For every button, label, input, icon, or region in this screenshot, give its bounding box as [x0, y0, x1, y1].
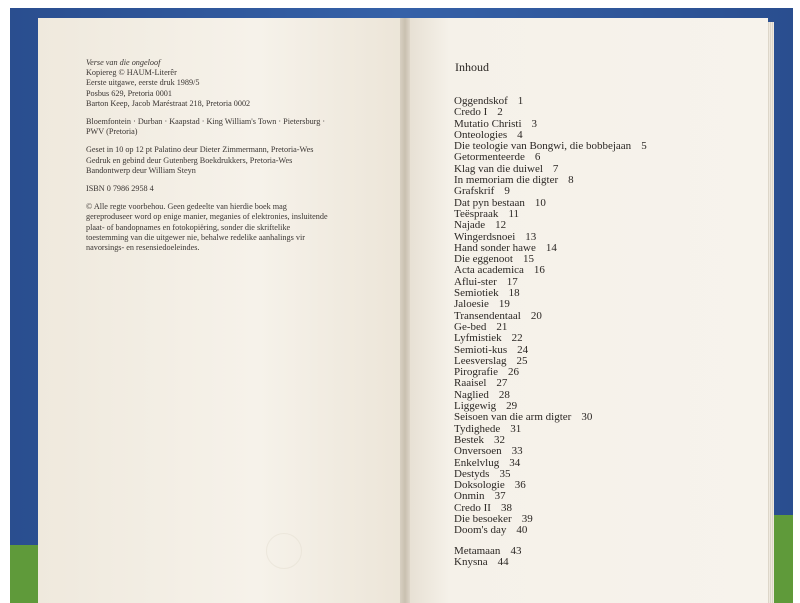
toc-entry-page: 33 — [511, 445, 523, 458]
toc-entry-title: Acta academica — [454, 264, 524, 277]
toc-entry-page: 3 — [531, 117, 538, 130]
toc-entry-title: Liggewig — [454, 400, 497, 413]
address-line: Barton Keep, Jacob Maréstraat 218, Pretoria 0002 — [86, 98, 251, 108]
toc-entry-title: Wingerdsnoei — [454, 230, 516, 243]
toc-entry-page: 17 — [506, 275, 518, 288]
toc-entry-page: 15 — [522, 253, 534, 266]
toc-entry-title: Lyfmistiek — [454, 332, 502, 345]
toc-entry-title: Leesverslag — [454, 354, 507, 367]
toc-entry-page: 26 — [507, 366, 519, 379]
cover-design-line: Bandontwerp deur William Steyn — [86, 165, 196, 175]
copyright-block — [86, 58, 386, 253]
toc-entry-title: Doksologie — [454, 479, 505, 492]
toc-entry-page: 9 — [504, 185, 510, 198]
toc-entry-page: 40 — [516, 524, 528, 537]
toc-entry-title: Mutatio Christi — [454, 117, 522, 130]
toc-entry — [454, 390, 754, 401]
toc-entry-title: Tydighede — [454, 422, 501, 435]
toc-entry-title: Transendentaal — [454, 309, 521, 322]
toc-entry-title: Destyds — [454, 467, 490, 480]
toc-entry-page: 6 — [534, 151, 541, 164]
toc-entry-page: 1 — [517, 95, 524, 107]
toc-entry-title: Ge-bed — [454, 320, 487, 333]
toc-entry-page: 25 — [516, 354, 528, 367]
toc-entry-page: 35 — [499, 467, 511, 480]
toc-entry-page: 8 — [568, 174, 574, 187]
book-title-line: Verse van die ongeloof — [86, 58, 161, 67]
table-of-contents — [454, 96, 754, 568]
toc-entry-page: 36 — [514, 479, 526, 492]
toc-entry-page: 5 — [641, 140, 647, 153]
toc-entry-title: Klag van die duiwel — [454, 162, 543, 175]
postbox-line: Posbus 629, Pretoria 0001 — [86, 88, 172, 98]
toc-entry-title: Die besoeker — [454, 512, 512, 525]
toc-entry-title: Hand sonder hawe — [454, 241, 536, 254]
toc-entry-page: 28 — [498, 388, 510, 401]
toc-entry-page: 24 — [517, 343, 529, 356]
rights-line: navorsings- en resensiedoeleindes. — [86, 243, 200, 253]
toc-entry-title: Semiotiek — [454, 287, 499, 300]
rights-line: plaat- of bandopnames en fotokopiëring, sonder die skriftelike — [86, 222, 291, 232]
toc-entry — [454, 265, 754, 276]
cities-line: PWV (Pretoria) — [86, 127, 138, 137]
toc-entry-page: 31 — [510, 422, 522, 435]
toc-entry-page: 11 — [508, 207, 520, 220]
toc-entry-page: 7 — [552, 162, 559, 175]
toc-entry-title: Teëspraak — [454, 207, 499, 220]
toc-entry-title: Dat pyn bestaan — [454, 196, 525, 209]
toc-entry-title: Aflui-ster — [454, 275, 497, 288]
toc-entry-page: 19 — [498, 298, 510, 311]
toc-entry-page: 27 — [496, 377, 508, 390]
toc-entry-page: 21 — [496, 320, 508, 333]
toc-entry-page: 34 — [509, 456, 521, 469]
toc-entry-title: Enkelvlug — [454, 456, 500, 469]
isbn-line: ISBN 0 7986 2958 4 — [86, 184, 154, 194]
toc-entry — [454, 356, 754, 367]
toc-entry-title: In memoriam die digter — [454, 174, 559, 187]
toc-entry — [454, 491, 754, 502]
printer-line: Gedruk en gebind deur Gutenberg Boekdrukkers, Pretoria-Wes — [86, 155, 293, 165]
toc-entry-page: 12 — [495, 219, 507, 232]
toc-entry-page: 20 — [530, 309, 542, 322]
toc-entry-title: Grafskrif — [454, 185, 495, 198]
toc-entry-title: Bestek — [454, 433, 484, 446]
toc-entry — [454, 198, 754, 209]
toc-entry — [454, 175, 754, 186]
toc-entry-title: Onversoen — [454, 445, 502, 458]
toc-entry-page: 22 — [511, 332, 523, 345]
toc-entry-title: Die teologie van Bongwi, die bobbejaan — [454, 140, 632, 153]
rights-line: toestemming van die uitgewer nie, behalwe redelike aanhalings vir — [86, 232, 305, 242]
copyright-line: Kopiereg © HAUM-Literêr — [86, 68, 177, 78]
toc-entry-page: 30 — [581, 411, 593, 424]
toc-entry-title: Die eggenoot — [454, 253, 513, 266]
toc-title: Inhoud — [455, 60, 489, 74]
toc-entry-title: Jaloesie — [454, 298, 489, 311]
edition-line: Eerste uitgawe, eerste druk 1989/5 — [86, 78, 200, 88]
faint-stamp — [266, 533, 302, 569]
toc-entry-page: 39 — [521, 512, 533, 525]
rights-line: © Alle regte voorbehou. Geen gedeelte van hierdie boek mag — [86, 202, 287, 212]
toc-entry-title: Getormenteerde — [454, 151, 525, 164]
toc-entry-page: 38 — [500, 501, 512, 514]
toc-entry-page: 29 — [506, 400, 518, 413]
toc-entry-title: Najade — [454, 219, 486, 232]
toc-entry-page: 16 — [533, 264, 545, 277]
toc-entry-title: Doom's day — [454, 524, 507, 537]
rights-line: gereproduseer word op enige manier, meganies of elektronies, insluitende — [86, 212, 328, 222]
toc-entry — [454, 525, 754, 536]
toc-entry-title: Oggendskof — [454, 95, 508, 107]
toc-entry-title: Metamaan — [454, 544, 501, 557]
toc-entry-page: 13 — [525, 230, 537, 243]
toc-entry-title: Onmin — [454, 490, 485, 503]
toc-entry-title: Semioti-kus — [454, 343, 508, 356]
toc-entry-title: Credo II — [454, 501, 491, 514]
toc-entry-page: 32 — [493, 433, 505, 446]
toc-entry-title: Raaisel — [454, 377, 487, 390]
book-gutter — [400, 18, 410, 603]
page-edges — [768, 22, 774, 603]
toc-entry-page: 37 — [494, 490, 506, 503]
toc-entry-page: 18 — [508, 287, 520, 300]
toc-entry-title: Knysna — [454, 555, 488, 568]
cover-green-strip-left — [10, 545, 40, 603]
toc-entry-page: 14 — [545, 241, 557, 254]
cities-line: Bloemfontein · Durban · Kaapstad · King William's Town · Pietersburg · — [86, 117, 326, 127]
toc-entry-page: 4 — [517, 128, 523, 141]
toc-entry-title: Credo I — [454, 106, 488, 119]
toc-entry-page: 10 — [534, 196, 546, 209]
toc-entry-page: 43 — [510, 544, 522, 557]
toc-entry-title: Seisoen van die arm digter — [454, 411, 572, 424]
toc-entry — [454, 277, 754, 288]
toc-entry-page: 2 — [497, 106, 503, 119]
toc-entry — [454, 557, 754, 568]
toc-entry-title: Pirografie — [454, 366, 498, 379]
toc-entry-title: Naglied — [454, 388, 489, 401]
toc-entry-title: Onteologies — [454, 128, 508, 141]
toc-entry-page: 44 — [497, 555, 509, 568]
typeset-line: Geset in 10 op 12 pt Palatino deur Dieter Zimmermann, Pretoria-Wes — [86, 145, 314, 155]
